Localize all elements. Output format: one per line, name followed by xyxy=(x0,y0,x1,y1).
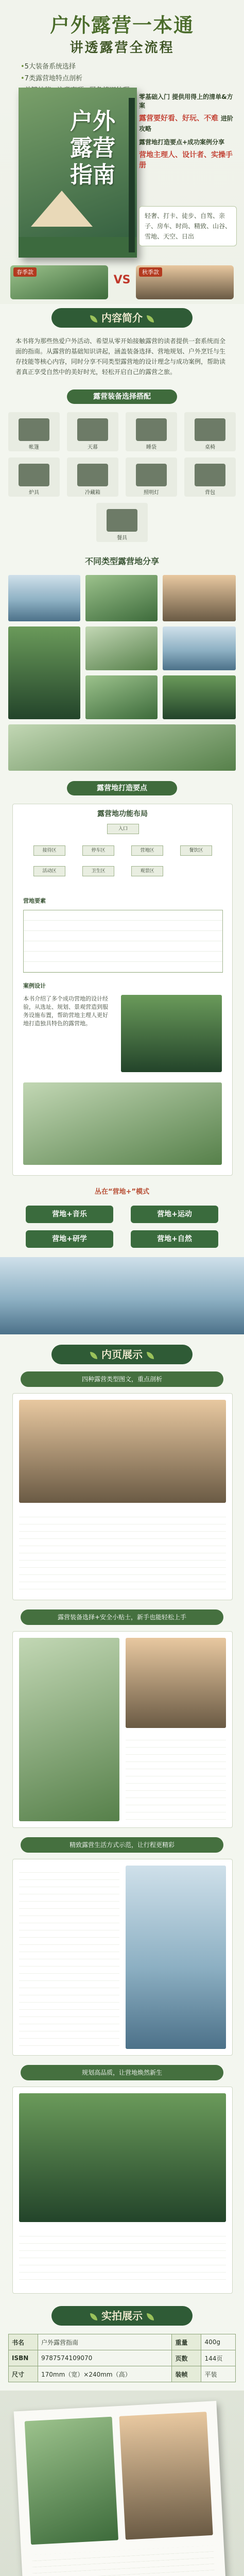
page-text-lines xyxy=(19,2229,226,2286)
content-page-4 xyxy=(12,2087,233,2294)
activity-pill: 营地+运动 xyxy=(131,1206,218,1223)
spring-photo xyxy=(10,265,108,299)
spec-value: 144页 xyxy=(201,2350,236,2366)
activity-pill: 营地+研学 xyxy=(26,1230,113,1248)
leaf-icon xyxy=(90,315,97,323)
grass-illustration xyxy=(19,237,137,258)
book-photo-page xyxy=(119,2412,213,2540)
gear-label: 照明灯 xyxy=(144,490,159,496)
flow-node: 活动区 xyxy=(33,866,65,876)
chair-icon xyxy=(195,418,225,441)
spec-value: 170mm（宽）×240mm（高） xyxy=(38,2366,172,2382)
gear-heading: 露营装备选择搭配 xyxy=(67,389,177,404)
cover-title-line: 露营 xyxy=(70,135,115,161)
content-page-2 xyxy=(12,1631,233,1828)
gear-label: 背包 xyxy=(205,490,215,496)
types-heading: 不同类型露营地分享 xyxy=(84,556,159,566)
bullet-item: • 7类露营地特点剖析 xyxy=(21,73,237,82)
cover-title-line: 指南 xyxy=(70,162,115,188)
feature-text: 零基础入门 提供用得上的清单&方案 xyxy=(139,93,233,109)
flow-node: 营地区 xyxy=(131,845,163,856)
campsite-photo xyxy=(163,626,236,670)
feature-highlight: 营地主理人、设计者、实操手册 xyxy=(139,151,233,170)
gear-item xyxy=(67,412,118,451)
gear-label: 冷藏箱 xyxy=(85,490,100,496)
real-photos-area xyxy=(0,2391,244,2576)
spec-label: 尺寸 xyxy=(9,2366,38,2382)
spec-row xyxy=(9,2334,236,2350)
tent-illustration xyxy=(31,191,93,227)
leaf-icon xyxy=(147,2313,154,2320)
stove-icon xyxy=(19,464,49,486)
campsite-photo-grid xyxy=(8,575,236,771)
campsite-photo xyxy=(8,626,80,719)
leaf-icon xyxy=(90,1352,97,1359)
spec-label: ISBN xyxy=(9,2350,38,2366)
header-section xyxy=(0,0,244,88)
case-title: 案例设计 xyxy=(23,982,46,989)
cover-section xyxy=(0,88,244,304)
flow-node: 接待区 xyxy=(33,845,65,856)
book-cover xyxy=(19,88,137,258)
gear-item xyxy=(8,457,60,497)
content-banner: 露营装备选择+安全小贴士，新手也能轻松上手 xyxy=(21,1609,223,1625)
book-cover-title xyxy=(70,108,127,189)
flow-node: 入口 xyxy=(107,824,139,834)
leaf-icon xyxy=(147,315,154,323)
campsite-photo xyxy=(85,675,158,719)
campsite-photo xyxy=(85,575,158,621)
cover-features xyxy=(139,93,237,175)
gear-grid xyxy=(8,412,236,546)
leaf-icon xyxy=(147,1352,154,1359)
page-text-lines xyxy=(19,1866,119,2049)
cover-title-line: 户外 xyxy=(70,108,115,134)
tent-icon xyxy=(19,418,49,441)
page-photo xyxy=(19,1400,226,1503)
content-heading-text: 内页展示 xyxy=(101,1348,143,1361)
season-comparison xyxy=(10,265,234,301)
page-photo xyxy=(126,1638,226,1728)
planning-heading: 露营地打造要点 xyxy=(67,781,177,795)
content-banner: 四种露营类型图文，重点剖析 xyxy=(21,1371,223,1387)
flow-node: 停车区 xyxy=(82,845,114,856)
book-photo-page xyxy=(25,2417,118,2545)
bullet-item: • 5大装备系统选择 xyxy=(21,61,237,71)
gear-item xyxy=(67,457,118,497)
page-text-lines xyxy=(31,2546,219,2576)
lake-banner-photo xyxy=(0,1257,244,1334)
gear-label: 桌椅 xyxy=(205,445,215,450)
table-title: 营地要素 xyxy=(23,897,46,904)
activity-pill: 营地+自然 xyxy=(131,1230,218,1248)
spec-label: 页数 xyxy=(172,2350,201,2366)
spec-table xyxy=(8,2334,236,2382)
gear-item xyxy=(126,412,177,451)
page-title: 户外露营一本通 xyxy=(49,14,194,37)
backpack-icon xyxy=(195,464,225,486)
planning-page xyxy=(12,804,233,1176)
intro-text: 本书将为那些热爱户外活动、希望从零开始接触露营的读者提供一套系统而全面的指南。从露营的基础知识讲起，涵盖装备选择、营地规划、户外烹饪与生存技能等核心内容，同时分享不同类型露营地的设计理念与成功案例，帮助读者真正享受自然中的美好时光，轻松开启自己的露营之旅。 xyxy=(15,337,226,376)
gear-label: 餐具 xyxy=(117,535,127,541)
intro-heading-text: 内容简介 xyxy=(101,312,143,324)
book-open-photo xyxy=(14,2401,231,2576)
spec-value: 9787574109070 xyxy=(38,2350,172,2366)
page-photo xyxy=(126,1866,226,2049)
gear-label: 天幕 xyxy=(88,445,98,450)
gear-label: 炉具 xyxy=(29,490,39,496)
feature-text: 露营地打造要点+成功案例分享 xyxy=(139,139,225,146)
autumn-photo xyxy=(136,265,234,299)
intro-heading xyxy=(51,308,193,328)
lamp-icon xyxy=(136,464,167,486)
real-heading xyxy=(51,2306,193,2326)
cooler-icon xyxy=(77,464,108,486)
campsite-photo xyxy=(163,675,236,719)
flow-node: 观景区 xyxy=(131,866,163,876)
spec-value: 平装 xyxy=(201,2366,236,2382)
flow-node: 餐饮区 xyxy=(180,845,212,856)
activity-heading: 丛在“营地+”模式 xyxy=(95,1188,149,1196)
content-banner: 规划高品质，让营地焕然新生 xyxy=(21,2065,223,2080)
campsite-photo xyxy=(163,575,236,621)
gear-item xyxy=(8,412,60,451)
content-banner: 精致露营生活方式示范，让行程更精彩 xyxy=(21,1837,223,1853)
elements-table xyxy=(23,910,223,973)
tarp-icon xyxy=(77,418,108,441)
flow-node: 卫生区 xyxy=(82,866,114,876)
feature-tail-text: 进阶攻略 xyxy=(139,115,233,132)
sleeping-bag-icon xyxy=(136,418,167,441)
campsite-photo xyxy=(85,626,158,670)
tags-box: 轻奢、打卡、徒步、自驾、亲子、房车、时尚、精致、山谷、雪地、天空、日出 xyxy=(139,206,237,246)
content-heading xyxy=(51,1345,193,1364)
real-heading-text: 实拍展示 xyxy=(101,2310,143,2322)
content-page-3 xyxy=(12,1859,233,2056)
gear-item xyxy=(126,457,177,497)
case-text: 本书介绍了多个成功营地的设计经验，从选址、规划、景观营造到服务设施布置，帮助营地主理人更好地打造独具特色的露营地。 xyxy=(23,995,108,1027)
gear-item xyxy=(184,412,236,451)
page-photo xyxy=(19,2093,226,2222)
gear-item xyxy=(184,457,236,497)
book-spine xyxy=(129,98,135,252)
flow-title: 露营地功能布局 xyxy=(97,810,148,818)
spring-label: 春季款 xyxy=(13,267,37,277)
autumn-label: 秋季款 xyxy=(139,267,162,277)
spec-value: 户外露营指南 xyxy=(38,2334,172,2350)
spec-row xyxy=(9,2366,236,2382)
spec-label: 书名 xyxy=(9,2334,38,2350)
gear-label: 睡袋 xyxy=(146,445,156,450)
case-photo-wide xyxy=(23,1082,222,1165)
activity-pill: 营地+音乐 xyxy=(26,1206,113,1223)
spec-row xyxy=(9,2350,236,2366)
campsite-photo xyxy=(8,575,80,621)
gear-item xyxy=(96,503,148,542)
campsite-photo xyxy=(8,724,236,771)
feature-highlight-text: 露营要好看、好玩、不难 xyxy=(139,114,218,123)
spec-label: 装帧 xyxy=(172,2366,201,2382)
tableware-icon xyxy=(107,509,137,532)
page-text-lines xyxy=(19,1510,226,1592)
vs-text: VS xyxy=(113,274,131,286)
spec-value: 400g xyxy=(201,2334,236,2350)
case-photo xyxy=(121,995,222,1072)
spec-label: 重量 xyxy=(172,2334,201,2350)
page-text-lines xyxy=(126,1733,226,1821)
page-subtitle: 讲透露营全流程 xyxy=(69,40,175,56)
feature-highlight xyxy=(139,113,237,134)
gear-label: 帐篷 xyxy=(29,445,39,450)
content-page-1 xyxy=(12,1393,233,1600)
leaf-icon xyxy=(90,2313,97,2320)
page-photo xyxy=(19,1638,119,1821)
